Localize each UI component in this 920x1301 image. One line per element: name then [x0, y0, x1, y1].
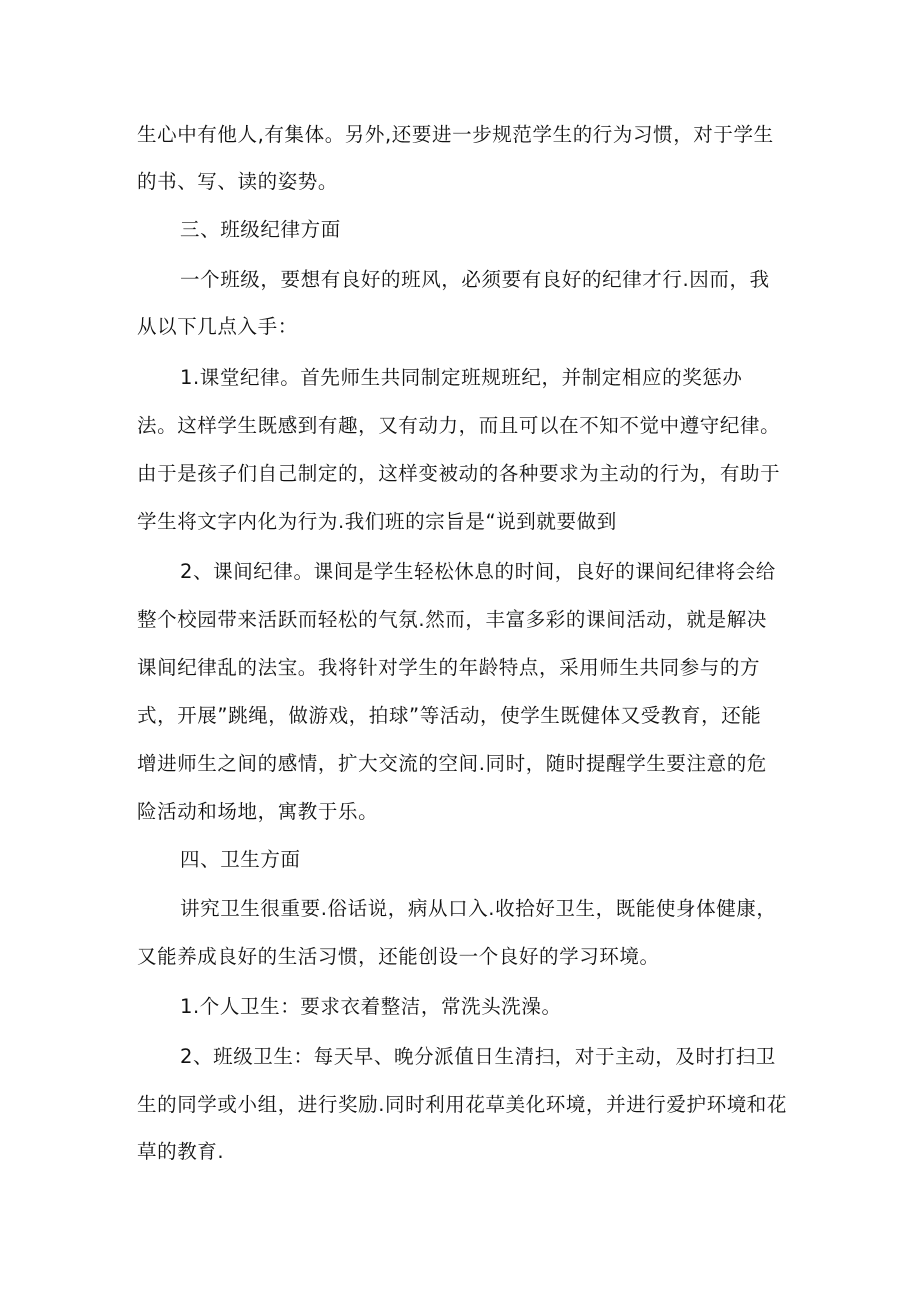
text-line: 1.课堂纪律。首先师生共同制定班规班纪，并制定相应的奖惩办 [180, 366, 743, 389]
section-heading: 四、卫生方面 [180, 848, 301, 871]
text-line: 式，开展”跳绳，做游戏，拍球”等活动，使学生既健体又受教育，还能 [137, 704, 762, 727]
text-line: 增进师生之间的感情，扩大交流的空间.同时，随时提醒学生要注意的危 [137, 752, 767, 775]
text-line: 的书、写、读的姿势。 [137, 170, 339, 193]
text-line: 2、课间纪律。课间是学生轻松休息的时间，良好的课间纪律将会给 [180, 560, 776, 583]
text-line: 学生将文字内化为行为.我们班的宗旨是“说到就要做到 [137, 510, 617, 533]
text-line: 草的教育. [137, 1140, 225, 1163]
text-line: 整个校园带来活跃而轻松的气氛.然而，丰富多彩的课间活动，就是解决 [137, 608, 767, 631]
text-line: 法。这样学生既感到有趣，又有动力，而且可以在不知不觉中遵守纪律。 [137, 414, 781, 437]
text-line: 又能养成良好的生活习惯，还能创设一个良好的学习环境。 [137, 945, 660, 968]
text-line: 课间纪律乱的法宝。我将针对学生的年龄特点，采用师生共同参与的方 [137, 656, 761, 679]
text-line: 生的同学或小组，进行奖励.同时利用花草美化环境，并进行爱护环境和花 [137, 1093, 787, 1116]
text-line: 险活动和场地，寓教于乐。 [137, 800, 379, 823]
text-line: 从以下几点入手： [137, 315, 298, 338]
text-line: 1.个人卫生：要求衣着整洁，常洗头洗澡。 [180, 995, 562, 1018]
section-heading: 三、班级纪律方面 [180, 218, 341, 241]
text-line: 讲究卫生很重要.俗话说，病从口入.收拾好卫生，既能使身体健康， [180, 897, 777, 920]
text-line: 生心中有他人,有集体。另外,还要进一步规范学生的行为习惯，对于学生 [137, 123, 774, 146]
text-line: 2、班级卫生：每天早、晚分派值日生清扫，对于主动，及时打扫卫 [180, 1045, 776, 1068]
text-line: 一个班级，要想有良好的班风，必须要有良好的纪律才行.因而，我 [180, 268, 770, 291]
text-line: 由于是孩子们自己制定的，这样变被动的各种要求为主动的行为，有助于 [137, 462, 781, 485]
